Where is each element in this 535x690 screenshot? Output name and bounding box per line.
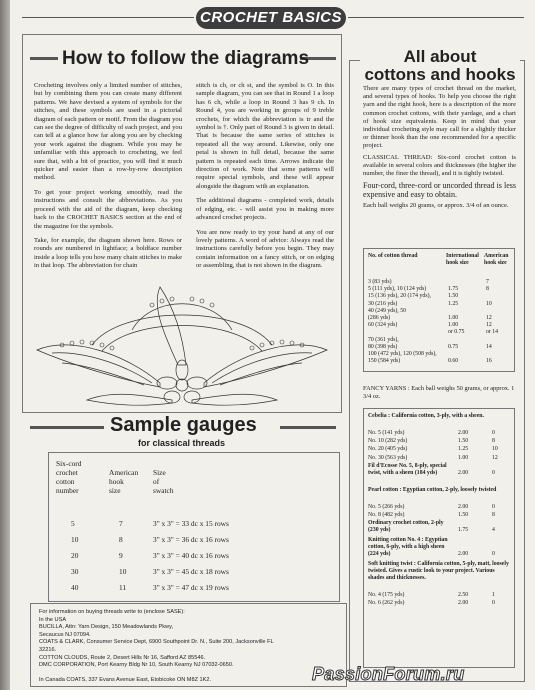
thread-cell: 3 (83 yds) [368,279,392,285]
intl-size-cell: 2.00 [458,600,469,607]
thread-cell: 40 (249 yds), 50 [368,307,406,314]
yarn-row [368,413,510,420]
column-header: American hook size [484,253,509,266]
gauge-rule-left [30,426,104,429]
yarn-row [368,455,510,462]
paragraph: Crocheting involves only a limited number of stitches, but by combining them you can create many different patterns. We have devised a system of symbols for the stitches, and these symbols are used in a pictorial diagram of each pattern or motif. From the diagram you can see the degree of difficulty of each project, and you can tell at a glance how far along you are by checking your work against the diagram. While you may be unfamiliar with this approach to crocheting, we feel sure that, with a bit of practice, you will find it much quicker and easier than a row-by-row description method. [34,82,182,182]
section-banner: CROCHET BASICS [196,7,346,29]
intl-size-cell: 1.00 [448,322,459,329]
intl-size-cell: 1.00 [448,315,459,321]
info-line: For information on buying threads write to (enclose SASE): [39,609,185,615]
us-size-cell: 12 [492,454,498,461]
info-line: COATS & CLARK, Consumer Service Dept, 6900 Southpoint Dr. N., Suite 200, Jacksonville FL [39,639,274,646]
swatch-cell: 3" x 3" = 40 dc x 16 rows [153,551,229,560]
cotton-number-cell: 40 [71,583,79,592]
yarn-desc: No. 4 (175 yds) [368,592,405,599]
cottons-text [363,85,516,213]
fancy-yarns-table [363,408,515,668]
paragraph: The additional diagrams - completed work, details of edging, etc. - will assist you in making more advanced crochet projects. [196,197,334,222]
yarn-desc: No. 6 (262 yds) [368,600,405,607]
us-size-cell: 7 [486,279,489,285]
gauges-table [48,452,340,602]
paragraph: CLASSICAL THREAD: Six-cord crochet cotton is available in several colors and thicknesses (the higher the number, the finer the thread), and it is tightly twisted. [363,153,516,178]
us-size-cell: 0 [492,430,495,436]
info-line: Secaucus NJ 07094. [39,631,91,638]
thread-cell: 70 (361 yds), [368,336,399,343]
yarn-row [368,592,510,599]
intl-size-cell: 1.00 [458,454,469,461]
swatch-cell: 3" x 3" = 33 dc x 15 rows [153,519,229,528]
table-row [368,279,508,286]
table-row [368,315,508,322]
yarn-row [368,463,510,477]
swatch-cell: 3" x 3" = 36 dc x 16 rows [153,535,229,544]
intl-size-cell: 0.60 [448,358,459,365]
yarn-row [368,504,510,511]
cotton-number-cell: 5 [71,519,75,528]
intl-size-cell: 2.00 [458,551,469,558]
hook-size-cell: 9 [119,551,123,560]
intl-size-cell: 2.00 [458,503,469,510]
table-row [368,322,508,329]
paragraph: stitch is ch, or ch st, and the symbol is O. In this sample diagram, you can see that in Round 1 a loop has 6 ch, while a loop in Round 3 has 9 ch. In Round 4, you are working in groups of 9 treble crochets, for which the abbreviation is tr and the symbol is †. Only part of Round 3 is given in detail. That is because the same series of stitches is repeated all the way around. Likewise, only one petal is shown in full detail, because the same pattern is repeated each time. Arrows indicate the direction of work. Note that some patterns will require special symbols, and these will appear alongside the diagram with an explanation. [196,82,334,190]
yarn-desc: No. 20 (405 yds) [368,446,408,453]
header-line: of [153,477,160,486]
column-header [56,459,81,495]
yarn-row [368,537,510,558]
title-rule-left [30,57,58,60]
intl-size-cell: 1.50 [448,293,459,300]
info-line: In the USA [39,616,67,623]
us-size-cell: 8 [486,286,489,293]
article-column-left [34,82,182,277]
fancy-yarns-note: FANCY YARNS : Each ball weighs 50 grams, or approx. 1 3/4 oz. [363,385,515,400]
info-line: BUCILLA, Attn: Yarn Design, 150 Meadowlands Pkwy, [39,624,174,631]
thread-cell: 60 (324 yds) [368,322,398,329]
yarn-desc: No. 10 (282 yds) [368,438,408,445]
us-size-cell: 4 [492,527,495,534]
swatch-cell: 3" x 3" = 45 dc x 18 rows [153,567,229,576]
article-column-right [196,82,334,277]
article-title: How to follow the diagrams [62,48,310,69]
yarn-row [368,520,510,534]
thread-cell: 80 (398 yds) [368,343,398,350]
supplier-info-box [30,603,347,687]
header-line: Six-cord [56,459,82,468]
yarn-desc: Fil d'Ecosse No. 5, 8-ply, special twist, with a sheen (184 yds) [368,462,447,476]
watermark: PassionForum.ru [312,664,465,684]
thread-cell: (286 yds) [368,315,391,321]
banner-rule-right [348,17,524,18]
us-size-cell: 14 [486,343,492,350]
hook-size-cell: 8 [119,535,123,544]
us-size-cell: 12 [486,315,492,321]
intl-size-cell: 1.25 [448,300,459,307]
table-row [368,337,508,344]
paragraph: Each ball weighs 20 grams, or approx. 3/4 of an ounce. [363,202,509,210]
us-size-cell: 8 [492,512,495,518]
yarn-desc: No. 5 (266 yds) [368,503,405,510]
yarn-row [368,430,510,437]
left-petal [37,345,160,387]
column-header: International hook size [446,253,479,266]
intl-size-cell: 2.00 [458,469,469,476]
yarn-desc: Ordinary crochet cotton, 2-ply (230 yds) [368,520,444,534]
hook-size-cell: 7 [119,519,123,528]
us-size-cell: 10 [492,446,498,453]
info-line: DMC CORPORATION, Port Kearny Bldg Nr 10, South Kearny NJ 07032-0650. [39,662,234,669]
table-row [368,358,508,365]
yarn-row [368,600,510,607]
intl-size-cell: 1.75 [448,286,459,293]
us-size-cell: 8 [492,438,495,445]
swatch-cell: 3" x 3" = 47 dc x 19 rows [153,583,229,592]
cotton-number-cell: 10 [71,535,79,544]
yarn-row [368,487,510,494]
header-line: Size [153,468,166,477]
yarn-row [368,446,510,453]
cotton-number-cell: 30 [71,567,79,576]
header-line: cotton [56,477,75,486]
table-row [368,329,508,336]
cottons-title [360,48,520,84]
header-line: American [109,468,139,477]
us-size-cell: 0 [492,600,495,607]
column-header: No. of cotton thread [368,253,418,259]
yarn-desc: No. 8 (482 yds) [368,512,405,518]
intl-size-cell: 1.75 [458,527,469,534]
us-size-cell: 12 [486,322,492,329]
yarn-desc: Knitting cotton No. 4 : Egyptian cotton, 6-ply, with a high sheen (224 yds) [368,537,448,558]
column-header [109,468,138,495]
gauge-rule-right [280,426,336,429]
hook-size-table [363,248,515,372]
header-line: size [109,486,121,495]
crochet-diagram [32,285,332,410]
header-line: hook [109,477,124,486]
intl-size-cell: 0.75 [448,343,459,350]
table-row [368,344,508,351]
intl-size-cell: 1.25 [458,446,469,453]
header-line: number [56,486,79,495]
intl-size-cell: 1.50 [458,512,469,518]
cottons-title-line1: All about [403,47,477,66]
intl-size-cell: 2.00 [458,430,469,436]
intl-size-cell: 2.50 [458,592,469,599]
cotton-number-cell: 20 [71,551,79,560]
yarn-row [368,438,510,445]
right-petal [204,345,327,387]
yarn-desc: Pearl cotton : Egyptian cotton, 2-ply, loosely twisted [368,486,497,493]
hook-size-cell: 11 [119,583,127,592]
paragraph: You are now ready to try your hand at any of our lovely patterns. A word of advice: Always read the instructions carefully before you begin. They may contain information on a fancy stitch, or on edging or assembling, that is not shown in the diagram. [196,228,334,270]
us-size-cell: 1 [492,592,495,599]
thread-cell: 15 (136 yds), 20 (174 yds), [368,293,431,300]
paragraph: Four-cord, three-cord or uncorded thread is less expensive and easy to obtain. [363,181,516,200]
intl-size-cell: 1.50 [458,438,469,445]
yarn-desc: Soft knitting twist : California cotton, 5-ply, matt, loosely twisted. Gives a rustic look to your project. Various shades and thicknesses. [368,561,509,582]
paragraph: To get your project working smoothly, read the instructions and consult the abbreviations. As you proceed with the aid of the diagram, keep checking back to the CROCHET BASICS section at the end of the magazine for the symbols. [34,188,182,230]
thread-cell: 5 (111 yds), 10 (124 yds) [368,286,427,293]
gauges-title: Sample gauges [110,414,257,436]
cottons-title-line2: cottons and hooks [364,65,516,84]
yarn-desc: Cebelia : California cotton, 3-ply, with a sheen. [368,413,484,419]
thread-cell: 150 (584 yds) [368,358,401,365]
table-row [368,308,508,315]
info-line: In Canada COATS, 337 Evans Avenue East, Etobicoke ON M8Z 1K2. [39,677,212,684]
paragraph: There are many types of crochet thread on the market, and several types of hooks. To help you choose the right yarn and the right hook, here is a description of the more common crochet cottons, with their yardage, and a chart of hook size equivalents. Keep in mind that your individual crocheting style may call for a slightly thicker or thinner hook than the one recommended for a specific project. [363,85,516,150]
table-row [368,301,508,308]
us-size-cell: or 14 [486,329,499,336]
yarn-desc: No. 30 (563 yds) [368,454,408,461]
center-ring [176,379,188,391]
intl-size-cell: or 0.75 [448,329,465,336]
info-line: COTTON CLOUDS, Route 2, Desert Hills Nr 16, Safford AZ 85546. [39,654,206,661]
us-size-cell: 16 [486,358,492,365]
yarn-row [368,512,510,519]
yarn-row [368,561,510,582]
table-row [368,293,508,300]
header-line: crochet [56,468,78,477]
binding-edge [0,0,10,690]
paragraph: Take, for example, the diagram shown here. Rows or rounds are numbered in lightface; a boldface number inside a loop tells you how many chain stitches to make in that loop. The abbreviation for chain [34,236,182,270]
us-size-cell: 0 [492,551,495,558]
info-line: 32216. [39,647,57,653]
us-size-cell: 0 [492,469,495,476]
banner-rule-left [22,17,194,18]
thread-cell: 100 (472 yds), 120 (508 yds), [368,351,437,357]
gauges-subtitle: for classical threads [138,438,226,448]
table-row [368,351,508,358]
thread-cell: 30 (216 yds) [368,300,398,307]
hook-size-cell: 10 [119,567,127,576]
us-size-cell: 0 [492,503,495,510]
yarn-desc: No. 5 (141 yds) [368,430,405,436]
column-header [153,468,174,495]
header-line: swatch [153,486,174,495]
us-size-cell: 10 [486,300,492,307]
